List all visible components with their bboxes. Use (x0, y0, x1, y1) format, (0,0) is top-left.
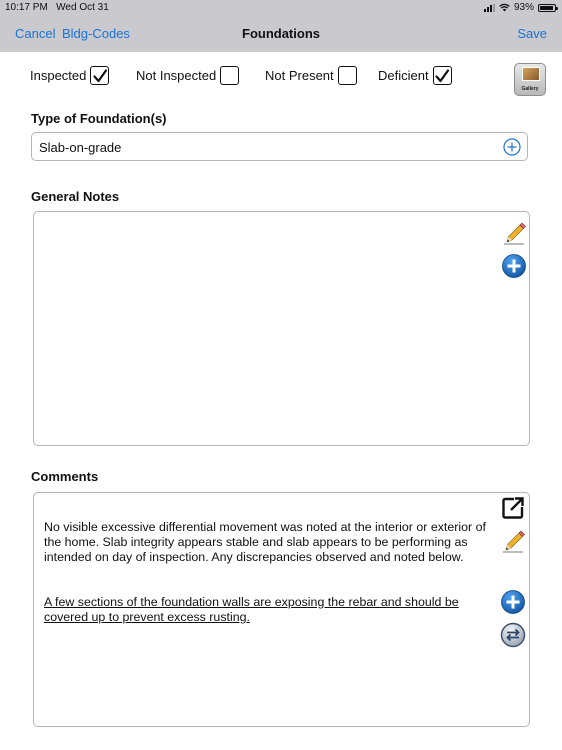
not-present-checkbox[interactable] (265, 66, 357, 85)
battery-level (540, 6, 553, 10)
comments-label: Comments (31, 469, 99, 484)
status-time (5, 2, 109, 13)
signal-icon (484, 4, 495, 12)
battery-percent: 93% (513, 2, 534, 13)
pencil-icon[interactable] (501, 220, 527, 246)
checkbox-label: Inspected (30, 68, 87, 83)
status-indicators (484, 2, 556, 13)
plus-circle-icon[interactable] (500, 589, 526, 615)
plus-circle-outline-icon[interactable] (503, 138, 521, 156)
checkbox-label: Not Inspected (136, 68, 217, 83)
comments-field[interactable] (33, 492, 530, 727)
cancel-button[interactable]: Cancel (15, 26, 56, 41)
status-date: Wed Oct 31 (56, 2, 109, 13)
type-of-foundation-value: Slab-on-grade (39, 140, 122, 155)
pencil-icon[interactable] (500, 528, 526, 554)
checkmark-icon (434, 68, 450, 84)
type-of-foundation-field[interactable] (31, 132, 528, 161)
not-inspected-checkbox[interactable] (136, 66, 239, 85)
checkmark-icon (92, 68, 108, 84)
page-title: Foundations (242, 26, 320, 41)
checkbox-box[interactable] (433, 66, 452, 85)
share-icon[interactable] (500, 495, 526, 521)
battery-icon (538, 4, 556, 12)
deficient-checkbox[interactable] (378, 66, 452, 85)
comment-paragraph: No visible excessive differential movement was noted at the interior or exterior of the home. Slab integrity appears stable and slab appears to be performing as intended on day of inspection. Any discrepancies observed and noted below. (44, 520, 486, 564)
checkbox-box[interactable] (338, 66, 357, 85)
nav-bar (0, 16, 562, 52)
gallery-icon (522, 67, 540, 81)
general-notes-label: General Notes (31, 189, 120, 204)
deficiency-comment-link[interactable]: A few sections of the foundation walls are exposing the rebar and should be covered up to prevent excess rusting. (44, 595, 459, 624)
checkbox-label: Not Present (265, 68, 334, 83)
checkbox-box[interactable] (90, 66, 109, 85)
status-checkbox-row (0, 66, 562, 90)
save-button[interactable]: Save (517, 26, 547, 41)
checkbox-box[interactable] (220, 66, 239, 85)
checkbox-label: Deficient (378, 68, 429, 83)
type-of-foundation-label: Type of Foundation(s) (31, 111, 167, 126)
status-clock: 10:17 PM (5, 2, 48, 13)
gallery-button[interactable] (514, 63, 546, 96)
plus-circle-icon[interactable] (501, 253, 527, 279)
bldg-codes-button[interactable]: Bldg-Codes (62, 26, 130, 41)
status-bar (0, 0, 562, 16)
gallery-label: Gallery (521, 86, 539, 92)
wifi-icon (499, 3, 510, 12)
inspected-checkbox[interactable] (30, 66, 109, 85)
swap-icon[interactable] (500, 622, 526, 648)
general-notes-field[interactable] (33, 211, 530, 446)
